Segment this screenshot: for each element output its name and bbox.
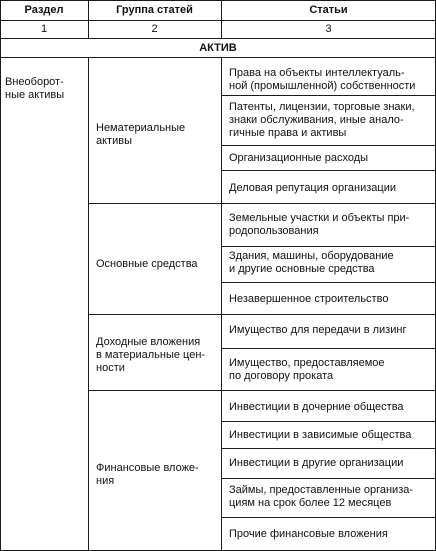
item-label: Деловая репутация организации bbox=[229, 182, 396, 194]
item-label: Организационные расходы bbox=[229, 152, 369, 164]
item-label: Имущество, предоставляемое по договору проката bbox=[229, 357, 385, 382]
item-label: Здания, машины, оборудование и другие основные средства bbox=[229, 250, 394, 275]
column-number: 3 bbox=[325, 23, 332, 35]
item-label: Земельные участки и объекты при- родопользования bbox=[229, 212, 410, 237]
col-divider-1 bbox=[88, 57, 89, 551]
item-divider bbox=[221, 348, 436, 349]
item-divider bbox=[221, 517, 436, 518]
group-label: Финансовые вложе- ния bbox=[96, 462, 199, 487]
item-divider bbox=[221, 478, 436, 479]
col-divider-2 bbox=[221, 57, 222, 551]
item-divider bbox=[221, 282, 436, 283]
item-label: Инвестиции в другие организации bbox=[229, 457, 404, 469]
group-label: Основные средства bbox=[96, 258, 198, 270]
section-title: АКТИВ bbox=[199, 42, 237, 54]
header-items: Статьи bbox=[309, 4, 348, 16]
header-section: Раздел bbox=[24, 4, 64, 16]
table-border-top bbox=[0, 0, 436, 1]
group-label: Нематериальные активы bbox=[96, 122, 186, 147]
group-label: Доходные вложения в материальные цен- ности bbox=[96, 336, 206, 374]
group-divider bbox=[88, 203, 436, 204]
table-border-left bbox=[0, 0, 1, 551]
item-label: Незавершенное строительство bbox=[229, 293, 389, 305]
number-row-divider bbox=[0, 38, 436, 39]
item-label: Патенты, лицензии, торговые знаки, знаки обслуживания, иные анало- гичные права и активы bbox=[229, 101, 415, 139]
item-label: Имущество для передачи в лизинг bbox=[229, 324, 407, 336]
group-divider bbox=[88, 390, 436, 391]
column-number: 1 bbox=[40, 23, 48, 35]
item-label: Прочие финансовые вложения bbox=[229, 528, 388, 540]
column-number: 2 bbox=[151, 23, 158, 35]
item-divider bbox=[221, 95, 436, 96]
header-group: Группа статей bbox=[116, 4, 193, 16]
item-label: Инвестиции в зависимые общества bbox=[229, 429, 412, 441]
section-title-divider bbox=[0, 57, 436, 58]
item-label: Инвестиции в дочерние общества bbox=[229, 401, 404, 413]
section-label: Внеоборот- ные активы bbox=[5, 76, 65, 101]
group-divider bbox=[88, 314, 436, 315]
item-divider bbox=[221, 145, 436, 146]
item-divider bbox=[221, 170, 436, 171]
item-label: Займы, предоставленные организа- циям на срок более 12 месяцев bbox=[229, 484, 414, 509]
item-divider bbox=[221, 448, 436, 449]
header-divider bbox=[0, 20, 436, 21]
item-divider bbox=[221, 246, 436, 247]
item-label: Права на объекты интеллектуаль- ной (промышленной) собственности bbox=[229, 67, 416, 92]
item-divider bbox=[221, 421, 436, 422]
